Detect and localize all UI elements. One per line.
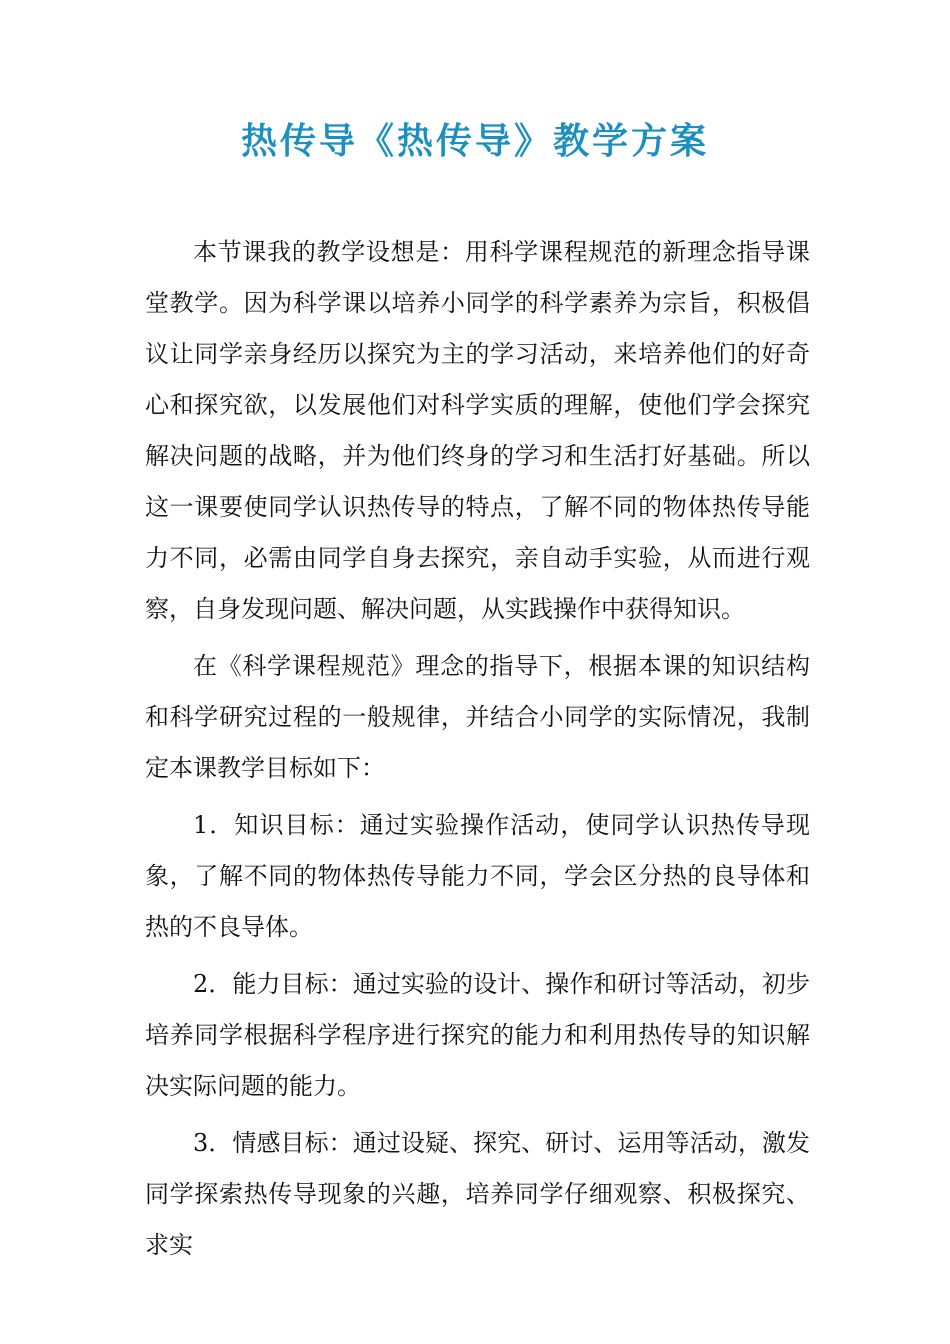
document-title: 热传导《热传导》教学方案: [240, 120, 709, 162]
paragraph-teaching-concept: 本节课我的教学设想是：用科学课程规范的新理念指导课堂教学。因为科学课以培养小同学的科学素养为宗旨，积极倡议让同学亲身经历以探究为主的学习活动，来培养他们的好奇心和探究欲，以发展他们对科学实质的理解，使他们学会探究解决问题的战略，并为他们终身的学习和生活打好基础。所以这一课要使同学认识热传导的特点，了解不同的物体热传导能力不同，必需由同学自身去探究，亲自动手实验，从而进行观察，自身发现问题、解决问题，从实践操作中获得知识。: [145, 238, 810, 623]
paragraph-emotion-objective: 3．情感目标：通过设疑、探究、研讨、运用等活动，激发同学探索热传导现象的兴趣，培养同学仔细观察、积极探究、求实: [145, 1129, 810, 1259]
paragraph-ability-objective: 2．能力目标：通过实验的设计、操作和研讨等活动，初步培养同学根据科学程序进行探究的能力和利用热传导的知识解决实际问题的能力。: [145, 970, 810, 1100]
paragraph-objectives-intro: 在《科学课程规范》理念的指导下，根据本课的知识结构和科学研究过程的一般规律，并结合小同学的实际情况，我制定本课教学目标如下：: [145, 652, 810, 782]
document-body: [145, 227, 810, 1277]
paragraph-knowledge-objective: 1．知识目标：通过实验操作活动，使同学认识热传导现象，了解不同的物体热传导能力不同，学会区分热的良导体和热的不良导体。: [145, 811, 810, 941]
